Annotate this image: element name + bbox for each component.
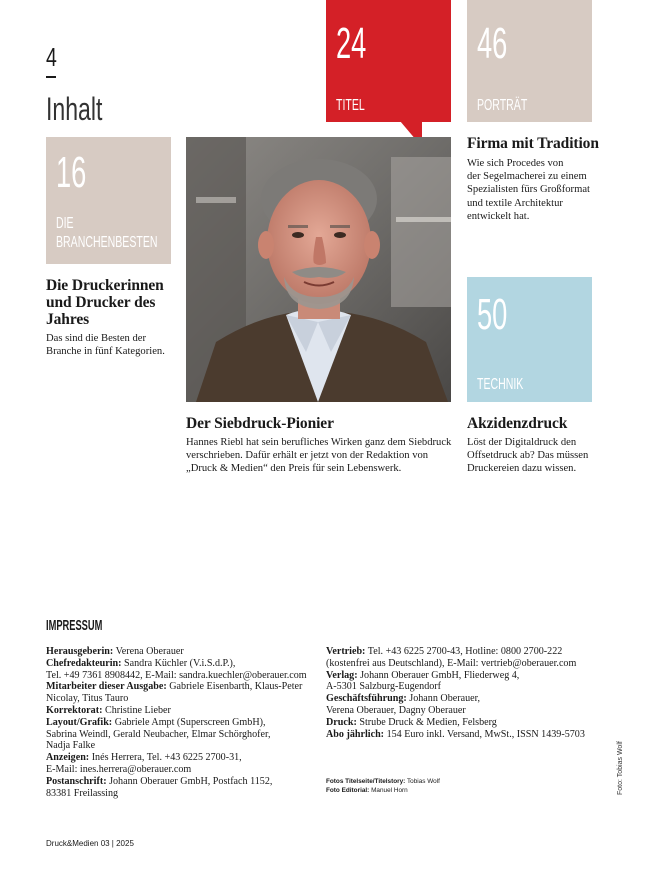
cover-story-photo [186, 137, 451, 402]
portrait-illustration [186, 137, 451, 402]
druck-value: Strube Druck & Medien, Felsberg [356, 716, 497, 728]
credit-label: Foto Editorial: [326, 786, 370, 794]
tile-label: TECHNIK [477, 376, 524, 393]
credit-value: Manuel Horn [369, 786, 408, 794]
teaser-line: Spezialisten fürs Großformat [467, 184, 590, 196]
page-footer: Druck&Medien 03 | 2025 [46, 839, 134, 848]
vertrieb-value-cont: (kostenfrei aus Deutschland), E-Mail: vertrieb@oberauer.com [326, 657, 577, 669]
tile-page-number: 50 [477, 290, 508, 339]
vertical-photo-credit: Foto: Tobias Wolf [617, 741, 624, 795]
verlag-label: Verlag: [326, 669, 358, 681]
article-title-titel[interactable]: Der Siebdruck-Pionier [186, 415, 334, 432]
article-title-branchenbesten[interactable] [46, 277, 176, 328]
postanschrift-value-cont: 83381 Freilassing [46, 787, 119, 799]
section-tile-titel[interactable] [326, 0, 451, 122]
korrektorat-label: Korrektorat: [46, 704, 103, 716]
layout-label: Layout/Grafik: [46, 716, 113, 728]
teaser-line: Offsetdruck ab? Das müssen [467, 450, 589, 462]
teaser-line: Branche in fünf Kategorien. [46, 346, 165, 358]
druck-label: Druck: [326, 716, 357, 728]
teaser-line: Wie sich Procedes von [467, 158, 564, 169]
anzeigen-value: Inés Herrera, Tel. +43 6225 2700-31, [89, 752, 242, 764]
chefredakteurin-value: Sandra Küchler (V.i.S.d.P.), [121, 657, 236, 669]
title-line: Jahres [46, 311, 90, 328]
teaser-line: „Druck & Medien“ den Preis für sein Lebenswerk. [186, 463, 402, 475]
anzeigen-label: Anzeigen: [46, 752, 90, 764]
tile-label-line: BRANCHENBESTEN [56, 234, 158, 251]
teaser-line: Löst der Digitaldruck den [467, 437, 577, 448]
vertrieb-label: Vertrieb: [326, 646, 366, 657]
photo-credits [326, 778, 440, 795]
layout-value: Gabriele Ampt (Superscreen GmbH), [112, 716, 266, 728]
teaser-line: verschrieben. Dafür erhält er jetzt von der Redaktion von [186, 450, 429, 462]
page-number: 4 [46, 42, 57, 72]
tile-page-number: 24 [336, 19, 367, 68]
anzeigen-email[interactable]: E-Mail: ines.herrera@oberauer.com [46, 763, 192, 775]
tile-label-line: DIE [56, 215, 74, 232]
teaser-line: Druckereien dazu wissen. [467, 463, 577, 475]
herausgeberin-label: Herausgeberin: [46, 646, 114, 657]
geschaeftsfuehrung-label: Geschäftsführung: [326, 693, 407, 705]
page-heading: Inhalt [46, 91, 103, 127]
geschaeftsfuehrung-value: Johann Oberauer, [406, 693, 481, 705]
tile-page-number: 16 [56, 148, 87, 197]
title-line: Die Druckerinnen [46, 277, 164, 294]
section-tile-technik[interactable] [467, 277, 592, 402]
tile-label [56, 214, 158, 252]
vertrieb-value: Tel. +43 6225 2700-43, Hotline: 0800 2700-222 [365, 646, 563, 657]
verlag-value: Johann Oberauer GmbH, Fliederweg 4, [357, 669, 520, 681]
impressum-left-column [46, 646, 307, 799]
teaser-line: Hannes Riebl hat sein berufliches Wirken ganz dem Siebdruck [186, 437, 452, 448]
impressum-title: IMPRESSUM [46, 617, 103, 634]
article-title-technik[interactable]: Akzidenzdruck [467, 415, 568, 432]
verlag-value-cont: A-5301 Salzburg-Eugendorf [326, 681, 442, 693]
section-tile-portraet[interactable] [467, 0, 592, 122]
abo-value: 154 Euro inkl. Versand, MwSt., ISSN 1439-5703 [384, 728, 585, 740]
credit-label: Fotos Titelseite/Titelstory: [326, 778, 406, 785]
layout-value-cont: Nadja Falke [46, 740, 96, 752]
title-line: und Drucker des [46, 294, 156, 311]
article-teaser-portraet [467, 157, 607, 223]
tile-page-number: 46 [477, 19, 508, 68]
mitarbeiter-value: Gabriele Eisenbarth, Klaus-Peter [166, 681, 303, 693]
credit-value: Tobias Wolf [405, 778, 440, 785]
herausgeberin-value: Verena Oberauer [113, 646, 184, 657]
impressum-right-column [326, 646, 585, 740]
chefredakteurin-contact: Tel. +49 7361 8908442, E-Mail: sandra.kuechler@oberauer.com [46, 669, 307, 681]
chefredakteurin-label: Chefredakteurin: [46, 657, 122, 669]
article-teaser-titel [186, 436, 456, 476]
tile-label: PORTRÄT [477, 97, 528, 114]
mitarbeiter-value-cont: Nicolay, Titus Tauro [46, 693, 129, 705]
teaser-line: der Segelmacherei zu einem [467, 171, 587, 183]
postanschrift-label: Postanschrift: [46, 775, 107, 787]
article-teaser-branchenbesten [46, 332, 176, 358]
article-teaser-technik [467, 436, 607, 476]
teaser-line: und textile Architektur [467, 197, 563, 209]
mitarbeiter-label: Mitarbeiter dieser Ausgabe: [46, 681, 167, 693]
teaser-line: Das sind die Besten der [46, 333, 147, 344]
abo-label: Abo jährlich: [326, 728, 385, 740]
layout-value-cont: Sabrina Weindl, Gerald Neubacher, Elmar Schörghofer, [46, 728, 271, 740]
article-title-portraet[interactable]: Firma mit Tradition [467, 135, 599, 152]
teaser-line: entwickelt hat. [467, 210, 530, 222]
korrektorat-value: Christine Lieber [102, 704, 171, 716]
page-number-underline [46, 76, 56, 78]
section-tile-branchenbesten[interactable] [46, 137, 171, 264]
tile-label: TITEL [336, 97, 365, 114]
postanschrift-value: Johann Oberauer GmbH, Postfach 1152, [106, 775, 273, 787]
geschaeftsfuehrung-value-cont: Verena Oberauer, Dagny Oberauer [326, 704, 466, 716]
